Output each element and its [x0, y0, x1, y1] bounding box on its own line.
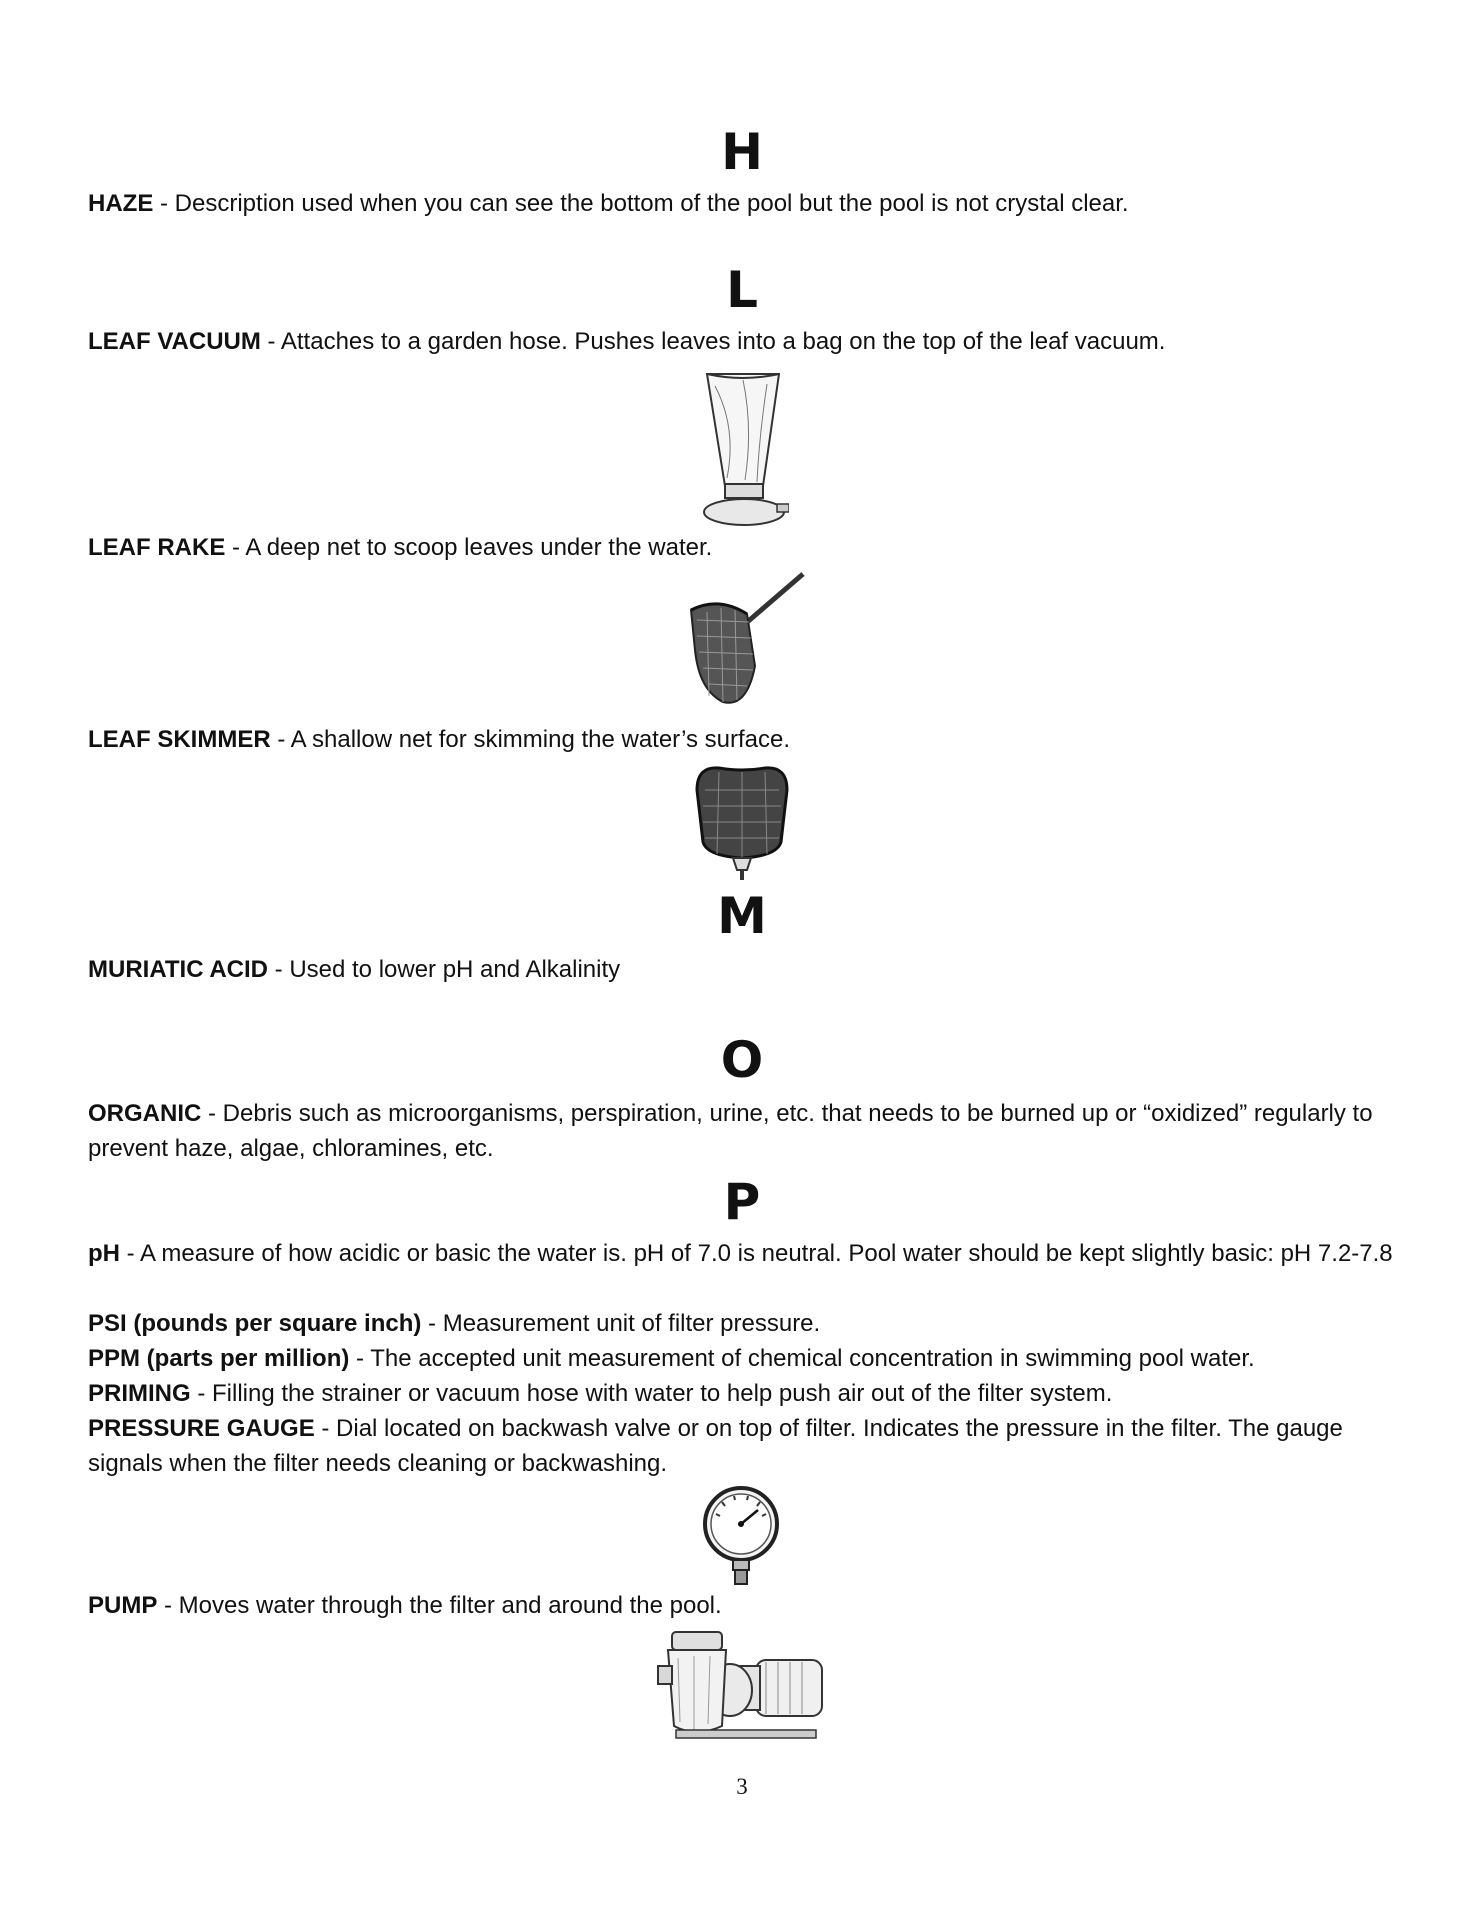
leaf-skimmer-icon: [689, 760, 795, 882]
entry-leaf-rake: [88, 530, 1408, 565]
page-number: 3: [736, 1774, 748, 1799]
term-ph: pH: [88, 1240, 120, 1267]
term-priming: PRIMING: [88, 1380, 191, 1407]
definition-priming: - Filling the strainer or vacuum hose with water to help push air out of the filter system.: [190, 1380, 1113, 1407]
definition-psi: - Measurement unit of filter pressure.: [421, 1310, 821, 1337]
entry-pump: [88, 1588, 1408, 1623]
term-leaf-rake: LEAF RAKE: [88, 534, 226, 561]
definition-organic: - Debris such as microorganisms, perspiration, urine, etc. that needs to be burned up or “oxidized” regularly to prevent haze, algae, chloramines, etc.: [88, 1100, 1373, 1162]
term-psi: PSI (pounds per square inch): [88, 1310, 422, 1337]
term-leaf-vacuum: LEAF VACUUM: [88, 328, 261, 355]
definition-muriatic-acid: - Used to lower pH and Alkalinity: [267, 956, 621, 983]
term-organic: ORGANIC: [88, 1100, 202, 1127]
entry-pressure-gauge: [88, 1411, 1408, 1481]
entry-psi: [88, 1306, 1408, 1341]
term-pressure-gauge: PRESSURE GAUGE: [88, 1415, 315, 1442]
term-ppm: PPM (parts per million): [88, 1345, 350, 1372]
section-letter-h: H: [721, 123, 763, 181]
definition-leaf-vacuum: - Attaches to a garden hose. Pushes leaves into a bag on the top of the leaf vacuum.: [260, 328, 1166, 355]
leaf-vacuum-icon: [697, 368, 789, 528]
entry-muriatic-acid: [88, 952, 1408, 987]
section-letter-p: P: [723, 1173, 761, 1231]
section-letter-m: M: [717, 887, 767, 945]
definition-ph: - A measure of how acidic or basic the water is. pH of 7.0 is neutral. Pool water should be kept slightly basic: pH 7.2-7.8: [120, 1240, 1393, 1267]
term-haze: HAZE: [88, 190, 154, 217]
entry-haze: [88, 186, 1408, 221]
definition-ppm: - The accepted unit measurement of chemical concentration in swimming pool water.: [349, 1345, 1255, 1372]
definition-pump: - Moves water through the filter and around the pool.: [157, 1592, 722, 1619]
entry-organic: [88, 1096, 1408, 1166]
term-muriatic-acid: MURIATIC ACID: [88, 956, 268, 983]
entry-leaf-skimmer: [88, 722, 1408, 757]
definition-pressure-gauge: - Dial located on backwash valve or on top of filter. Indicates the pressure in the filter. The gauge signals when the filter needs cleaning or backwashing.: [88, 1415, 1343, 1477]
definition-leaf-rake: - A deep net to scoop leaves under the water.: [225, 534, 713, 561]
term-leaf-skimmer: LEAF SKIMMER: [88, 726, 271, 753]
entry-ph: [88, 1236, 1408, 1271]
section-letter-o: O: [720, 1031, 764, 1089]
pump-icon: [656, 1626, 826, 1746]
entry-ppm: [88, 1341, 1408, 1376]
leaf-rake-icon: [685, 570, 807, 720]
section-letter-l: L: [726, 261, 758, 319]
definition-leaf-skimmer: - A shallow net for skimming the water’s surface.: [270, 726, 790, 753]
entry-leaf-vacuum: [88, 324, 1408, 359]
term-pump: PUMP: [88, 1592, 158, 1619]
pressure-gauge-icon: [700, 1486, 782, 1586]
definition-haze: - Description used when you can see the bottom of the pool but the pool is not crystal clear.: [153, 190, 1129, 217]
entry-priming: [88, 1376, 1408, 1411]
